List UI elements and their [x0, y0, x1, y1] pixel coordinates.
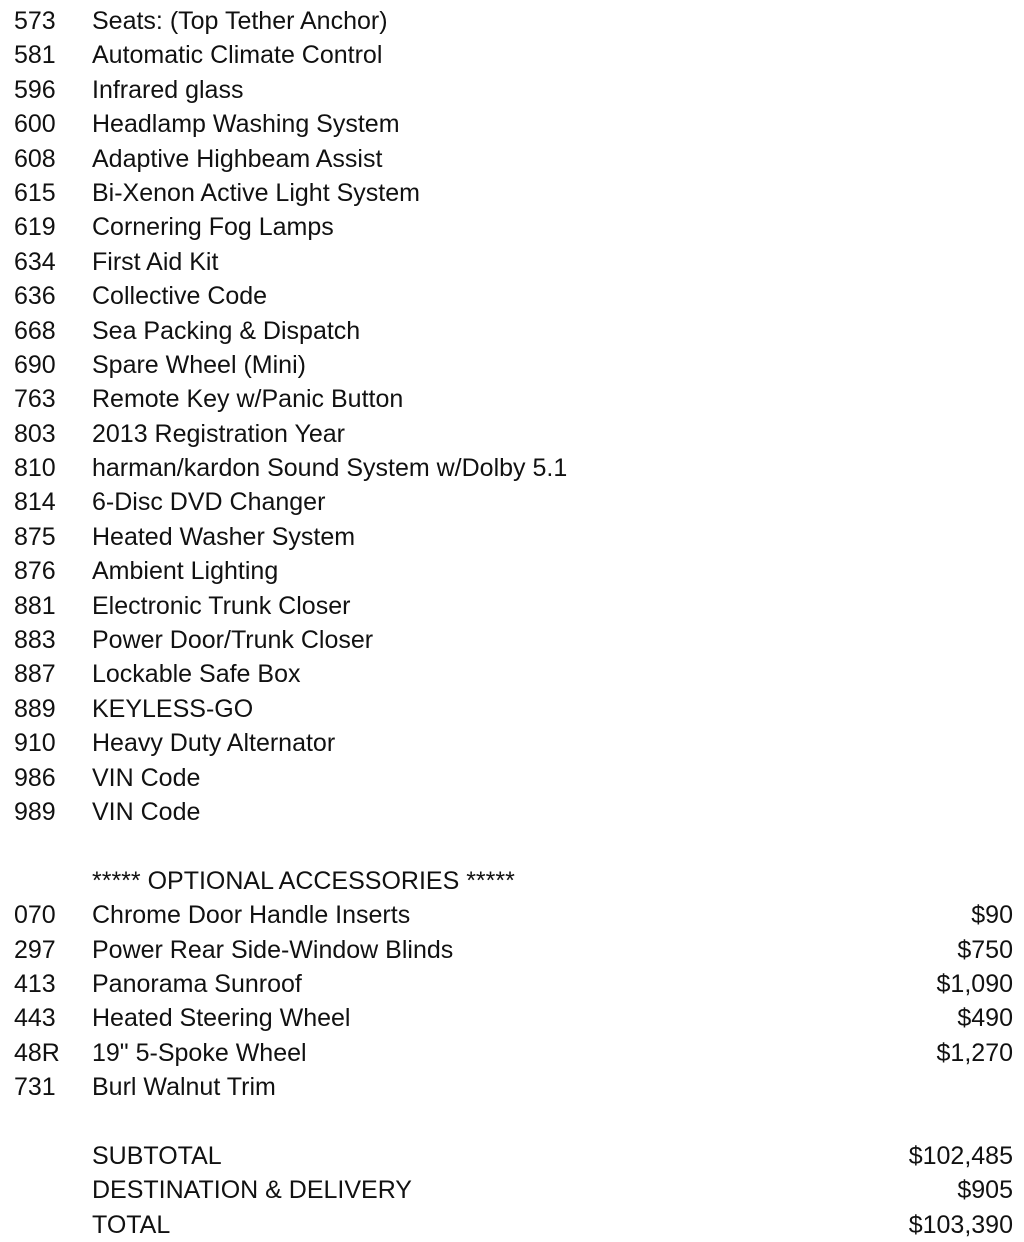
option-code: 668: [14, 316, 56, 345]
option-code: 596: [14, 75, 56, 104]
option-code: 619: [14, 213, 56, 242]
list-item: [0, 967, 1024, 1001]
option-description: Spare Wheel (Mini): [92, 350, 306, 379]
option-description: Bi-Xenon Active Light System: [92, 178, 420, 207]
option-description: Automatic Climate Control: [92, 41, 383, 70]
option-description: First Aid Kit: [92, 247, 219, 276]
option-code: 889: [14, 694, 56, 723]
destination-delivery-row: [0, 1173, 1024, 1207]
option-code: 636: [14, 282, 56, 311]
option-description: Panorama Sunroof: [92, 969, 302, 998]
option-code: 989: [14, 797, 56, 826]
list-item: [0, 210, 1024, 244]
option-code: 803: [14, 419, 56, 448]
option-description: Cornering Fog Lamps: [92, 213, 334, 242]
option-code: 731: [14, 1073, 56, 1102]
option-code: 413: [14, 969, 56, 998]
optional-accessories-section: [0, 864, 1024, 1105]
option-price: $490: [957, 1004, 1013, 1033]
option-code: 810: [14, 454, 56, 483]
option-description: Electronic Trunk Closer: [92, 591, 351, 620]
option-description: Lockable Safe Box: [92, 660, 301, 689]
option-code: 690: [14, 350, 56, 379]
option-code: 887: [14, 660, 56, 689]
list-item: [0, 485, 1024, 519]
option-description: KEYLESS-GO: [92, 694, 254, 723]
option-description: Heated Steering Wheel: [92, 1004, 351, 1033]
option-code: 763: [14, 385, 56, 414]
list-item: [0, 657, 1024, 691]
subtotal-label: SUBTOTAL: [92, 1141, 222, 1170]
option-code: 881: [14, 591, 56, 620]
list-item: [0, 795, 1024, 829]
list-item: [0, 554, 1024, 588]
option-code: 876: [14, 557, 56, 586]
option-description: 2013 Registration Year: [92, 419, 345, 448]
total-row: [0, 1208, 1024, 1242]
option-code: 297: [14, 935, 56, 964]
list-item: [0, 589, 1024, 623]
option-price: $1,090: [936, 969, 1013, 998]
subtotal-amount: $102,485: [908, 1141, 1013, 1170]
option-description: Headlamp Washing System: [92, 110, 400, 139]
list-item: [0, 417, 1024, 451]
option-code: 600: [14, 110, 56, 139]
section-spacer: [0, 1105, 1024, 1139]
option-list-document: [0, 4, 1024, 1242]
option-price: $90: [971, 901, 1013, 930]
list-item: [0, 176, 1024, 210]
subtotal-row: [0, 1139, 1024, 1173]
list-item: [0, 1070, 1024, 1104]
list-item: [0, 1001, 1024, 1035]
option-code: 814: [14, 488, 56, 517]
option-code: 875: [14, 522, 56, 551]
option-description: Adaptive Highbeam Assist: [92, 144, 383, 173]
option-description: harman/kardon Sound System w/Dolby 5.1: [92, 454, 568, 483]
option-description: VIN Code: [92, 797, 201, 826]
destination-delivery-label: DESTINATION & DELIVERY: [92, 1176, 412, 1205]
list-item: [0, 245, 1024, 279]
list-item: [0, 898, 1024, 932]
optional-accessories-heading: ***** OPTIONAL ACCESSORIES *****: [92, 866, 515, 895]
section-spacer: [0, 829, 1024, 863]
option-code: 883: [14, 626, 56, 655]
list-item: [0, 73, 1024, 107]
option-price: $1,270: [936, 1038, 1013, 1067]
total-label: TOTAL: [92, 1210, 171, 1239]
option-code: 581: [14, 41, 56, 70]
option-description: 6-Disc DVD Changer: [92, 488, 326, 517]
list-item: [0, 348, 1024, 382]
section-header: [0, 864, 1024, 898]
list-item: [0, 692, 1024, 726]
list-item: [0, 279, 1024, 313]
destination-delivery-amount: $905: [957, 1176, 1013, 1205]
option-code: 48R: [14, 1038, 60, 1067]
list-item: [0, 761, 1024, 795]
list-item: [0, 726, 1024, 760]
option-description: Power Rear Side-Window Blinds: [92, 935, 454, 964]
list-item: [0, 38, 1024, 72]
option-price: $750: [957, 935, 1013, 964]
option-description: VIN Code: [92, 763, 201, 792]
list-item: [0, 1036, 1024, 1070]
list-item: [0, 382, 1024, 416]
option-description: Collective Code: [92, 282, 268, 311]
list-item: [0, 520, 1024, 554]
option-description: Burl Walnut Trim: [92, 1073, 276, 1102]
list-item: [0, 623, 1024, 657]
total-amount: $103,390: [908, 1210, 1013, 1239]
option-description: Heavy Duty Alternator: [92, 729, 336, 758]
option-description: Power Door/Trunk Closer: [92, 626, 374, 655]
list-item: [0, 4, 1024, 38]
option-code: 634: [14, 247, 56, 276]
option-description: Sea Packing & Dispatch: [92, 316, 361, 345]
list-item: [0, 314, 1024, 348]
option-code: 608: [14, 144, 56, 173]
option-description: Chrome Door Handle Inserts: [92, 901, 411, 930]
list-item: [0, 933, 1024, 967]
option-description: Infrared glass: [92, 75, 244, 104]
option-code: 573: [14, 7, 56, 35]
list-item: [0, 107, 1024, 141]
option-description: 19" 5-Spoke Wheel: [92, 1038, 307, 1067]
option-code: 986: [14, 763, 56, 792]
option-code: 070: [14, 901, 56, 930]
list-item: [0, 451, 1024, 485]
option-description: Ambient Lighting: [92, 557, 279, 586]
totals-section: [0, 1139, 1024, 1242]
option-description: Heated Washer System: [92, 522, 356, 551]
option-code: 443: [14, 1004, 56, 1033]
option-description: Remote Key w/Panic Button: [92, 385, 404, 414]
option-code: 910: [14, 729, 56, 758]
list-item: [0, 142, 1024, 176]
option-description: Seats: (Top Tether Anchor): [92, 7, 388, 35]
standard-options-list: [0, 4, 1024, 829]
option-code: 615: [14, 178, 56, 207]
